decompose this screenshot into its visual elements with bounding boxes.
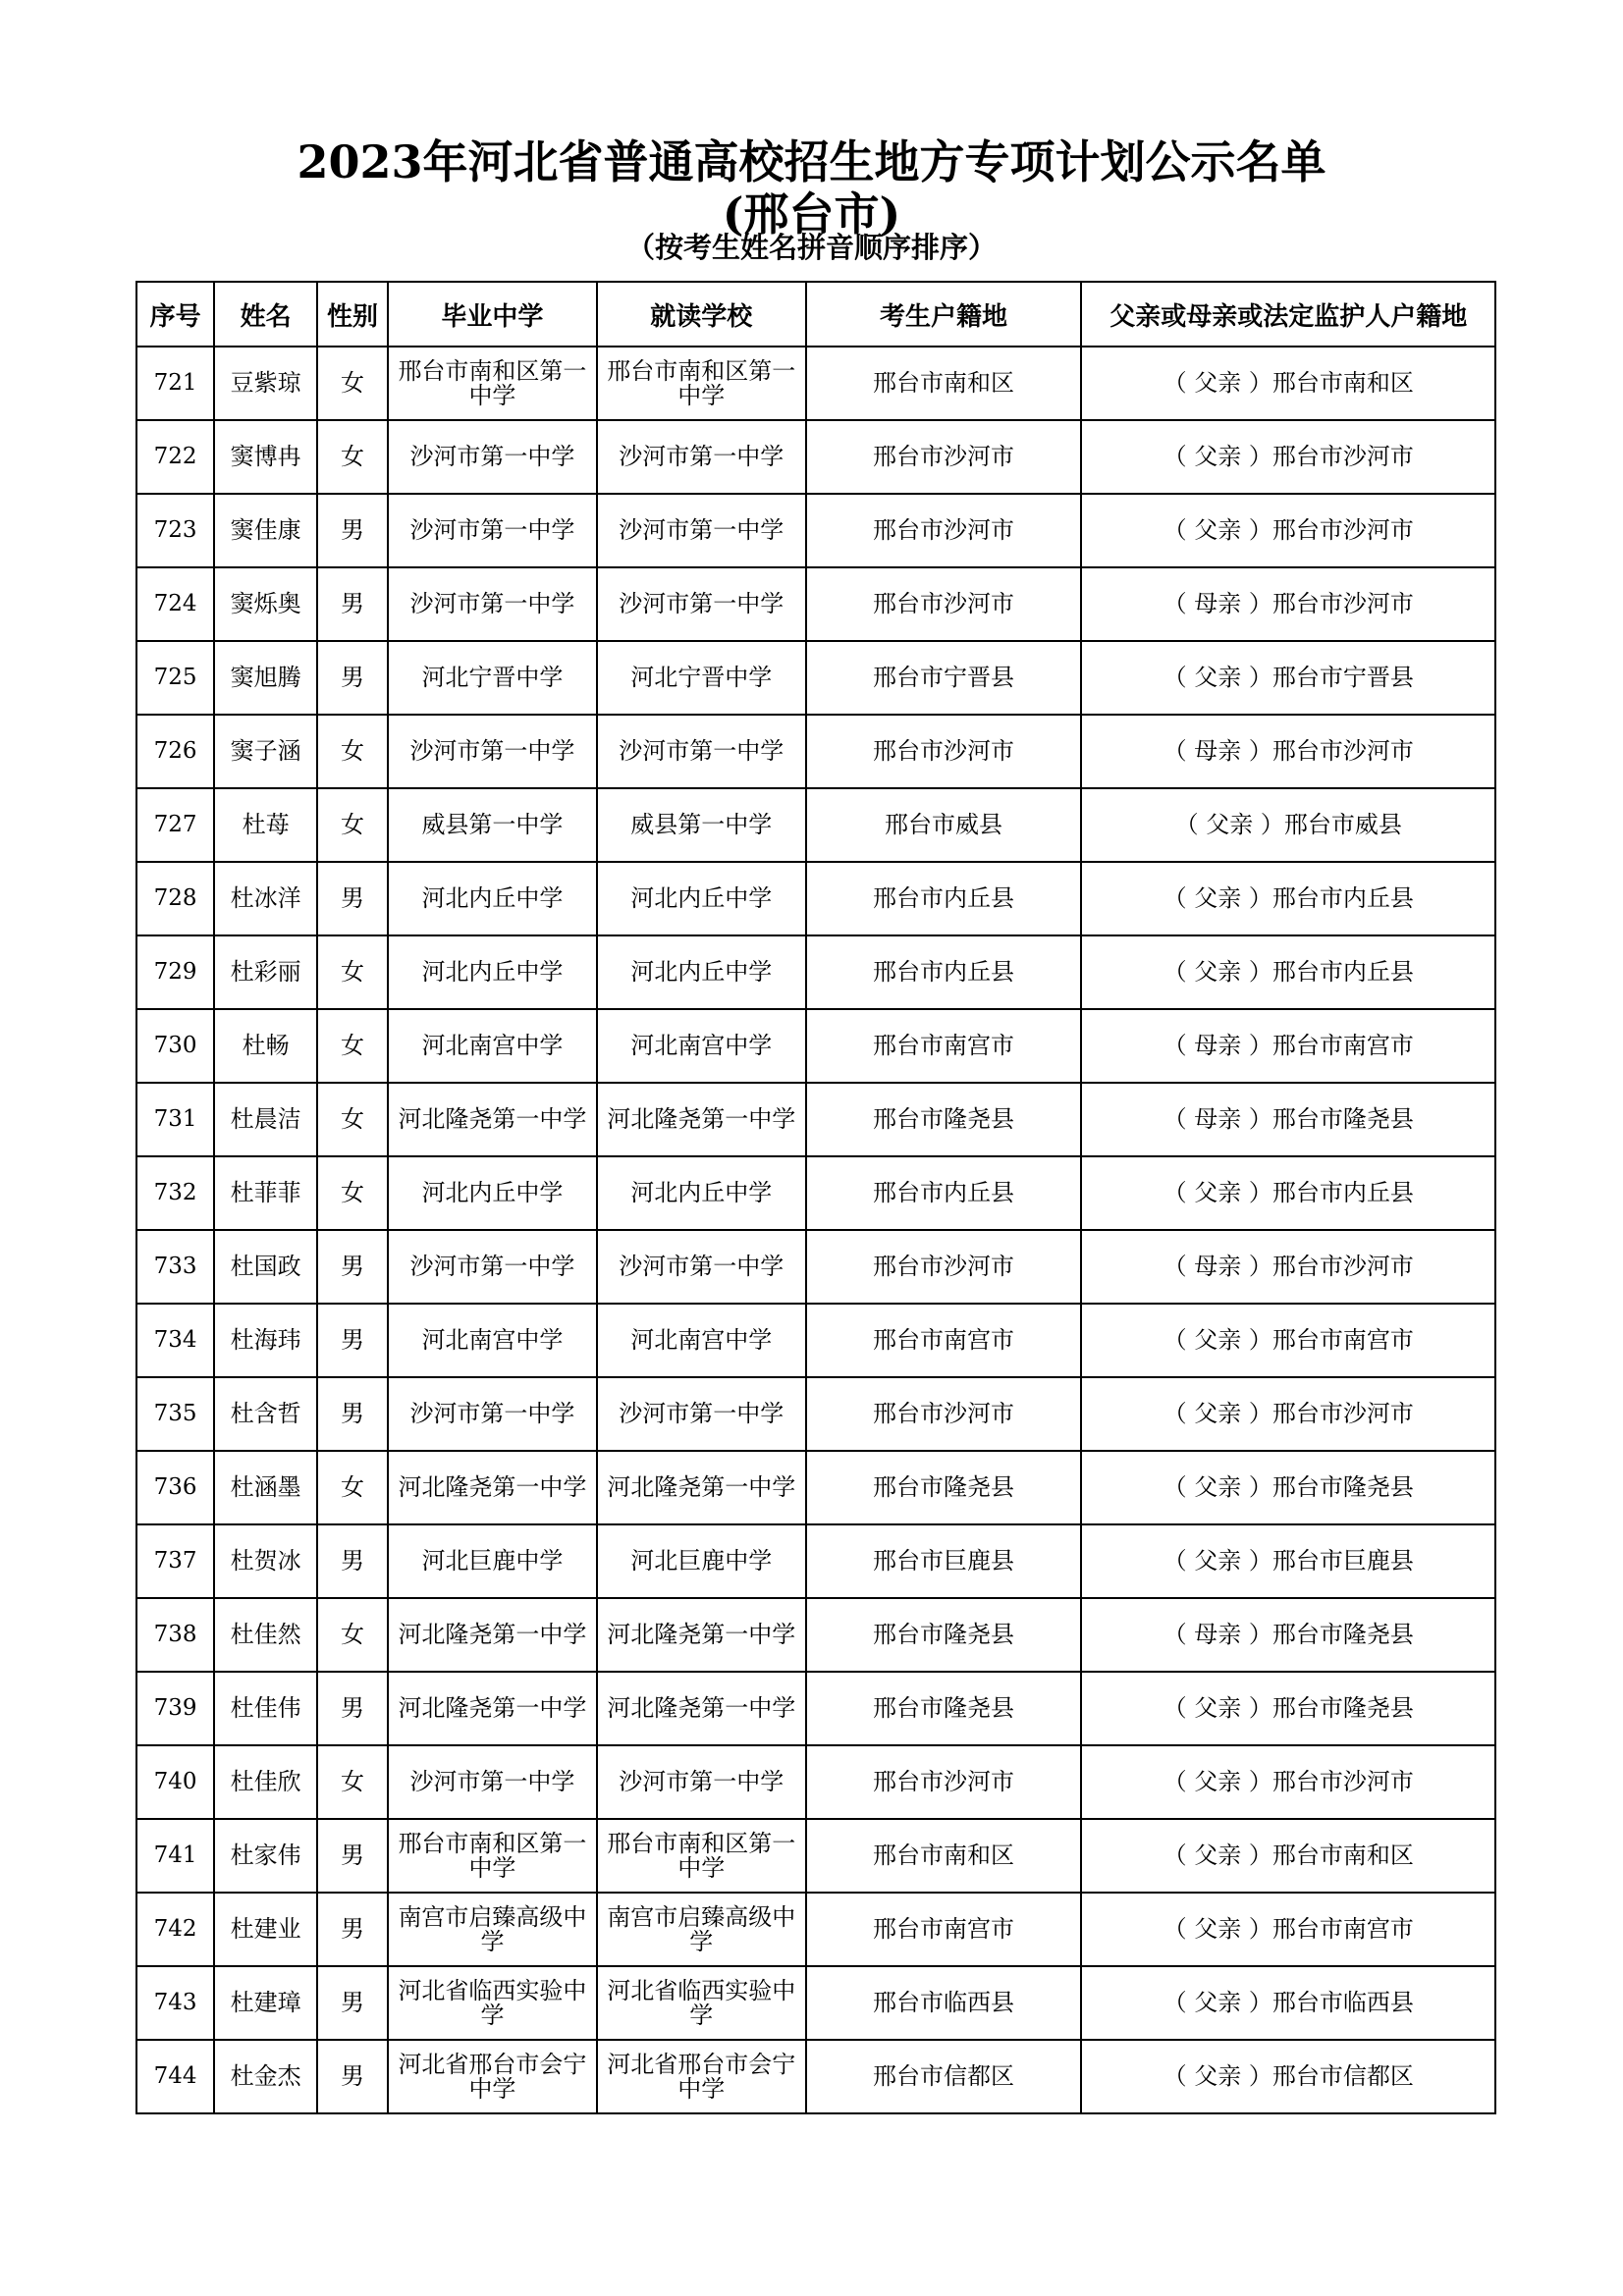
cell-household: 邢台市威县	[806, 788, 1082, 862]
cell-seq: 734	[136, 1304, 214, 1377]
cell-grad-school: 沙河市第一中学	[388, 1377, 597, 1451]
cell-name: 杜佳伟	[214, 1672, 317, 1745]
cell-seq: 731	[136, 1083, 214, 1156]
cell-gender: 男	[317, 1893, 388, 1966]
cell-gender: 男	[317, 1524, 388, 1598]
cell-seq: 730	[136, 1009, 214, 1083]
cell-study-school: 河北省邢台市会宁中学	[597, 2040, 806, 2113]
table-row	[136, 1745, 1495, 1819]
cell-name: 杜菲菲	[214, 1156, 317, 1230]
cell-grad-school: 沙河市第一中学	[388, 494, 597, 567]
cell-grad-school: 威县第一中学	[388, 788, 597, 862]
cell-grad-school: 沙河市第一中学	[388, 567, 597, 641]
cell-study-school: 沙河市第一中学	[597, 1377, 806, 1451]
table-row	[136, 788, 1495, 862]
cell-parent-household: （ 父亲 ）邢台市南和区	[1081, 347, 1495, 420]
cell-gender: 女	[317, 1083, 388, 1156]
cell-name: 窦旭腾	[214, 641, 317, 715]
table-row	[136, 715, 1495, 788]
header-name: 姓名	[214, 282, 317, 347]
cell-gender: 男	[317, 494, 388, 567]
table-row	[136, 1377, 1495, 1451]
cell-study-school: 河北南宫中学	[597, 1304, 806, 1377]
cell-study-school: 河北省临西实验中学	[597, 1966, 806, 2040]
cell-parent-household: （ 父亲 ）邢台市沙河市	[1081, 494, 1495, 567]
cell-household: 邢台市南宫市	[806, 1009, 1082, 1083]
cell-parent-household: （ 父亲 ）邢台市信都区	[1081, 2040, 1495, 2113]
cell-grad-school: 河北巨鹿中学	[388, 1524, 597, 1598]
cell-gender: 男	[317, 1377, 388, 1451]
cell-seq: 743	[136, 1966, 214, 2040]
cell-parent-household: （ 父亲 ）邢台市隆尧县	[1081, 1451, 1495, 1524]
cell-gender: 男	[317, 641, 388, 715]
cell-seq: 722	[136, 420, 214, 494]
cell-study-school: 河北内丘中学	[597, 862, 806, 935]
cell-name: 杜家伟	[214, 1819, 317, 1893]
cell-name: 窦子涵	[214, 715, 317, 788]
cell-study-school: 河北隆尧第一中学	[597, 1598, 806, 1672]
cell-study-school: 南宫市启臻高级中学	[597, 1893, 806, 1966]
cell-gender: 男	[317, 567, 388, 641]
cell-grad-school: 河北内丘中学	[388, 1156, 597, 1230]
cell-seq: 736	[136, 1451, 214, 1524]
cell-grad-school: 河北内丘中学	[388, 935, 597, 1009]
cell-parent-household: （ 父亲 ）邢台市沙河市	[1081, 1377, 1495, 1451]
cell-household: 邢台市隆尧县	[806, 1672, 1082, 1745]
cell-parent-household: （ 父亲 ）邢台市临西县	[1081, 1966, 1495, 2040]
cell-grad-school: 河北隆尧第一中学	[388, 1451, 597, 1524]
sort-note: （按考生姓名拼音顺序排序）	[625, 231, 997, 264]
cell-gender: 女	[317, 420, 388, 494]
cell-gender: 女	[317, 1598, 388, 1672]
table-row	[136, 1598, 1495, 1672]
cell-seq: 725	[136, 641, 214, 715]
cell-parent-household: （ 父亲 ）邢台市隆尧县	[1081, 1672, 1495, 1745]
cell-name: 杜贺冰	[214, 1524, 317, 1598]
cell-household: 邢台市南和区	[806, 347, 1082, 420]
cell-parent-household: （ 父亲 ）邢台市宁晋县	[1081, 641, 1495, 715]
cell-gender: 女	[317, 1745, 388, 1819]
cell-household: 邢台市沙河市	[806, 494, 1082, 567]
cell-parent-household: （ 母亲 ）邢台市沙河市	[1081, 567, 1495, 641]
cell-grad-school: 河北内丘中学	[388, 862, 597, 935]
cell-name: 杜苺	[214, 788, 317, 862]
cell-grad-school: 河北省邢台市会宁中学	[388, 2040, 597, 2113]
cell-grad-school: 沙河市第一中学	[388, 1230, 597, 1304]
table-row	[136, 1009, 1495, 1083]
cell-grad-school: 邢台市南和区第一中学	[388, 347, 597, 420]
cell-study-school: 河北内丘中学	[597, 935, 806, 1009]
cell-name: 杜建璋	[214, 1966, 317, 2040]
cell-household: 邢台市隆尧县	[806, 1598, 1082, 1672]
cell-gender: 男	[317, 862, 388, 935]
cell-household: 邢台市沙河市	[806, 1230, 1082, 1304]
cell-seq: 738	[136, 1598, 214, 1672]
roster-table	[135, 281, 1496, 2114]
cell-name: 杜含哲	[214, 1377, 317, 1451]
cell-name: 窦烁奥	[214, 567, 317, 641]
cell-grad-school: 河北隆尧第一中学	[388, 1672, 597, 1745]
cell-parent-household: （ 父亲 ）邢台市南宫市	[1081, 1304, 1495, 1377]
cell-study-school: 河北巨鹿中学	[597, 1524, 806, 1598]
cell-household: 邢台市隆尧县	[806, 1451, 1082, 1524]
table-row	[136, 2040, 1495, 2113]
table-row	[136, 494, 1495, 567]
cell-household: 邢台市隆尧县	[806, 1083, 1082, 1156]
cell-grad-school: 沙河市第一中学	[388, 420, 597, 494]
cell-gender: 女	[317, 935, 388, 1009]
cell-household: 邢台市内丘县	[806, 935, 1082, 1009]
cell-study-school: 河北隆尧第一中学	[597, 1672, 806, 1745]
cell-parent-household: （ 母亲 ）邢台市南宫市	[1081, 1009, 1495, 1083]
cell-grad-school: 南宫市启臻高级中学	[388, 1893, 597, 1966]
cell-grad-school: 沙河市第一中学	[388, 715, 597, 788]
cell-grad-school: 河北宁晋中学	[388, 641, 597, 715]
cell-household: 邢台市沙河市	[806, 420, 1082, 494]
table-row	[136, 1672, 1495, 1745]
cell-household: 邢台市沙河市	[806, 567, 1082, 641]
cell-study-school: 河北内丘中学	[597, 1156, 806, 1230]
cell-grad-school: 河北南宫中学	[388, 1304, 597, 1377]
cell-seq: 739	[136, 1672, 214, 1745]
table-row	[136, 1304, 1495, 1377]
cell-name: 豆紫琼	[214, 347, 317, 420]
cell-name: 杜涵墨	[214, 1451, 317, 1524]
page-title: 2023年河北省普通高校招生地方专项计划公示名单	[297, 135, 1326, 188]
cell-gender: 女	[317, 715, 388, 788]
cell-seq: 732	[136, 1156, 214, 1230]
cell-seq: 741	[136, 1819, 214, 1893]
cell-study-school: 河北宁晋中学	[597, 641, 806, 715]
cell-study-school: 沙河市第一中学	[597, 494, 806, 567]
cell-study-school: 河北隆尧第一中学	[597, 1083, 806, 1156]
cell-study-school: 沙河市第一中学	[597, 1230, 806, 1304]
cell-parent-household: （ 父亲 ）邢台市内丘县	[1081, 935, 1495, 1009]
cell-seq: 726	[136, 715, 214, 788]
cell-gender: 男	[317, 2040, 388, 2113]
cell-household: 邢台市沙河市	[806, 1745, 1082, 1819]
cell-grad-school: 河北省临西实验中学	[388, 1966, 597, 2040]
cell-name: 杜海玮	[214, 1304, 317, 1377]
table-row	[136, 1230, 1495, 1304]
cell-study-school: 沙河市第一中学	[597, 1745, 806, 1819]
cell-study-school: 沙河市第一中学	[597, 567, 806, 641]
cell-parent-household: （ 父亲 ）邢台市威县	[1081, 788, 1495, 862]
cell-name: 杜畅	[214, 1009, 317, 1083]
table-header-row	[136, 282, 1495, 347]
cell-grad-school: 河北南宫中学	[388, 1009, 597, 1083]
table-row	[136, 567, 1495, 641]
cell-study-school: 沙河市第一中学	[597, 715, 806, 788]
cell-name: 杜佳欣	[214, 1745, 317, 1819]
table-row	[136, 1524, 1495, 1598]
cell-household: 邢台市临西县	[806, 1966, 1082, 2040]
cell-household: 邢台市宁晋县	[806, 641, 1082, 715]
cell-seq: 729	[136, 935, 214, 1009]
header-grad-school: 毕业中学	[388, 282, 597, 347]
cell-parent-household: （ 父亲 ）邢台市巨鹿县	[1081, 1524, 1495, 1598]
cell-seq: 723	[136, 494, 214, 567]
cell-study-school: 威县第一中学	[597, 788, 806, 862]
cell-household: 邢台市南宫市	[806, 1304, 1082, 1377]
table-row	[136, 641, 1495, 715]
cell-parent-household: （ 父亲 ）邢台市内丘县	[1081, 862, 1495, 935]
cell-seq: 735	[136, 1377, 214, 1451]
cell-gender: 女	[317, 1009, 388, 1083]
cell-gender: 男	[317, 1819, 388, 1893]
cell-seq: 742	[136, 1893, 214, 1966]
cell-name: 杜晨洁	[214, 1083, 317, 1156]
cell-grad-school: 河北隆尧第一中学	[388, 1598, 597, 1672]
cell-name: 窦博冉	[214, 420, 317, 494]
cell-name: 窦佳康	[214, 494, 317, 567]
cell-study-school: 邢台市南和区第一中学	[597, 347, 806, 420]
cell-household: 邢台市内丘县	[806, 862, 1082, 935]
cell-seq: 727	[136, 788, 214, 862]
cell-parent-household: （ 母亲 ）邢台市隆尧县	[1081, 1598, 1495, 1672]
cell-grad-school: 邢台市南和区第一中学	[388, 1819, 597, 1893]
cell-parent-household: （ 母亲 ）邢台市沙河市	[1081, 1230, 1495, 1304]
cell-seq: 728	[136, 862, 214, 935]
cell-study-school: 河北隆尧第一中学	[597, 1451, 806, 1524]
cell-parent-household: （ 父亲 ）邢台市沙河市	[1081, 1745, 1495, 1819]
cell-gender: 男	[317, 1966, 388, 2040]
cell-gender: 女	[317, 788, 388, 862]
cell-household: 邢台市南和区	[806, 1819, 1082, 1893]
cell-parent-household: （ 父亲 ）邢台市沙河市	[1081, 420, 1495, 494]
cell-parent-household: （ 父亲 ）邢台市内丘县	[1081, 1156, 1495, 1230]
cell-gender: 男	[317, 1672, 388, 1745]
cell-household: 邢台市沙河市	[806, 715, 1082, 788]
cell-household: 邢台市信都区	[806, 2040, 1082, 2113]
cell-seq: 737	[136, 1524, 214, 1598]
cell-household: 邢台市巨鹿县	[806, 1524, 1082, 1598]
cell-parent-household: （ 父亲 ）邢台市南宫市	[1081, 1893, 1495, 1966]
table-row	[136, 862, 1495, 935]
cell-gender: 女	[317, 1451, 388, 1524]
cell-seq: 721	[136, 347, 214, 420]
table-row	[136, 347, 1495, 420]
cell-seq: 744	[136, 2040, 214, 2113]
page-subtitle: (邢台市)	[722, 187, 901, 240]
table-row	[136, 1156, 1495, 1230]
table-row	[136, 935, 1495, 1009]
cell-study-school: 邢台市南和区第一中学	[597, 1819, 806, 1893]
cell-seq: 740	[136, 1745, 214, 1819]
cell-parent-household: （ 母亲 ）邢台市沙河市	[1081, 715, 1495, 788]
cell-study-school: 沙河市第一中学	[597, 420, 806, 494]
cell-name: 杜佳然	[214, 1598, 317, 1672]
cell-study-school: 河北南宫中学	[597, 1009, 806, 1083]
header-parent-household: 父亲或母亲或法定监护人户籍地	[1081, 282, 1495, 347]
cell-household: 邢台市南宫市	[806, 1893, 1082, 1966]
cell-gender: 女	[317, 1156, 388, 1230]
cell-name: 杜国政	[214, 1230, 317, 1304]
cell-parent-household: （ 母亲 ）邢台市隆尧县	[1081, 1083, 1495, 1156]
cell-seq: 733	[136, 1230, 214, 1304]
table-row	[136, 1083, 1495, 1156]
header-seq: 序号	[136, 282, 214, 347]
table-row	[136, 420, 1495, 494]
table-row	[136, 1893, 1495, 1966]
cell-name: 杜彩丽	[214, 935, 317, 1009]
cell-name: 杜建业	[214, 1893, 317, 1966]
table-row	[136, 1451, 1495, 1524]
cell-gender: 男	[317, 1304, 388, 1377]
header-gender: 性别	[317, 282, 388, 347]
table-row	[136, 1819, 1495, 1893]
table-row	[136, 1966, 1495, 2040]
cell-name: 杜金杰	[214, 2040, 317, 2113]
cell-household: 邢台市沙河市	[806, 1377, 1082, 1451]
cell-name: 杜冰洋	[214, 862, 317, 935]
cell-parent-household: （ 父亲 ）邢台市南和区	[1081, 1819, 1495, 1893]
header-study-school: 就读学校	[597, 282, 806, 347]
cell-gender: 男	[317, 1230, 388, 1304]
cell-seq: 724	[136, 567, 214, 641]
cell-grad-school: 河北隆尧第一中学	[388, 1083, 597, 1156]
cell-household: 邢台市内丘县	[806, 1156, 1082, 1230]
header-household: 考生户籍地	[806, 282, 1082, 347]
cell-grad-school: 沙河市第一中学	[388, 1745, 597, 1819]
cell-gender: 女	[317, 347, 388, 420]
